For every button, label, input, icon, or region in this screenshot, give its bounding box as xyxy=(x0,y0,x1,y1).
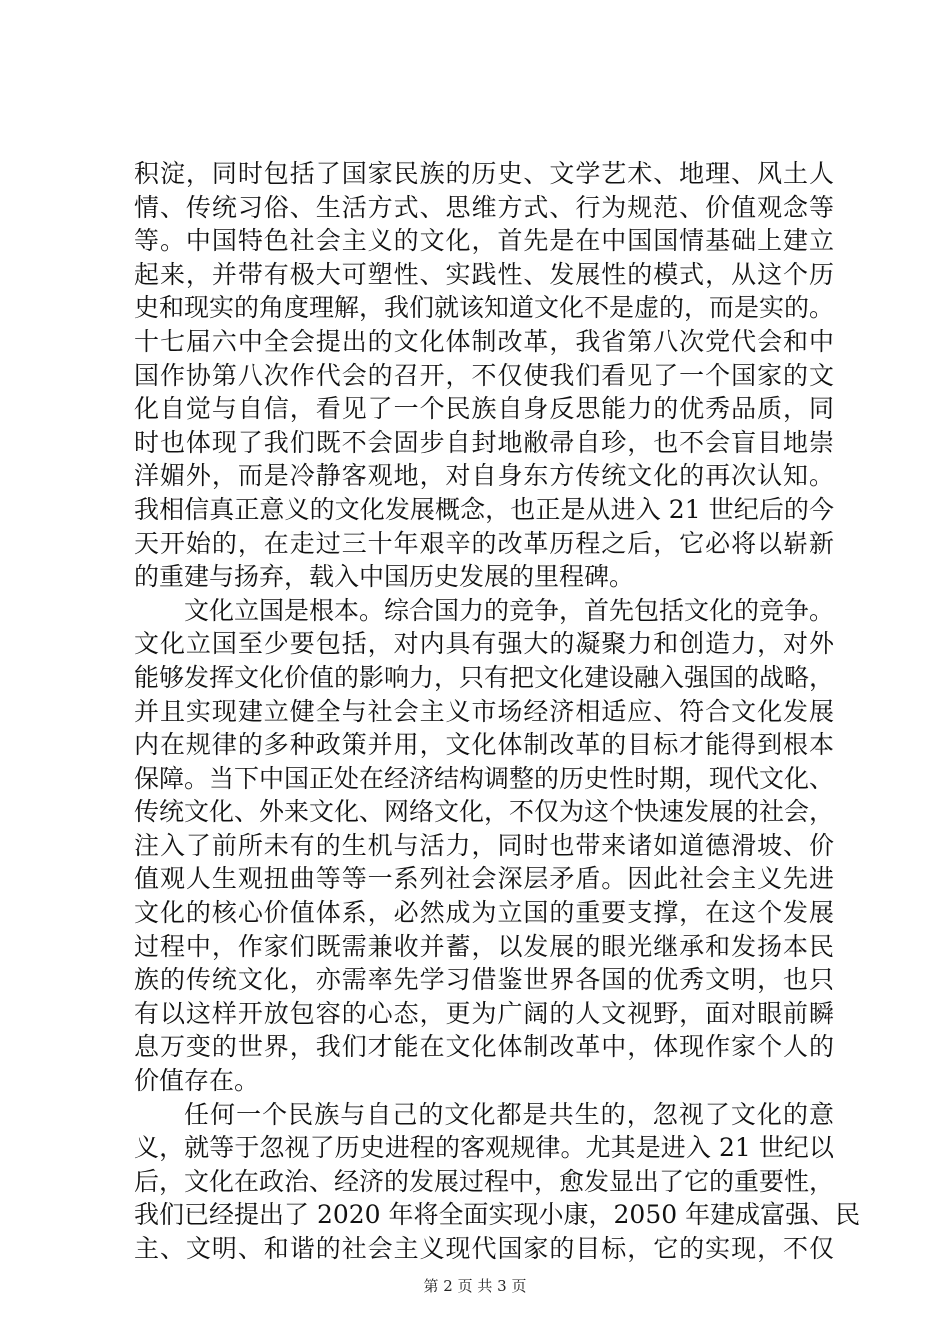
text-line: 义，就等于忽视了历史进程的客观规律。尤其是进入 21 世纪以 xyxy=(134,1133,834,1163)
text-line: 传统文化、外来文化、网络文化，不仅为这个快速发展的社会， xyxy=(134,797,835,827)
text-line: 文化立国是根本。综合国力的竞争，首先包括文化的竞争。 xyxy=(184,595,835,625)
text-line: 时也体现了我们既不会固步自封地敝帚自珍，也不会盲目地崇 xyxy=(134,427,834,457)
text-line: 内在规律的多种政策并用，文化体制改革的目标才能得到根本 xyxy=(134,730,834,760)
text-line: 主、文明、和谐的社会主义现代国家的目标，它的实现，不仅 xyxy=(134,1234,834,1263)
text-line: 我相信真正意义的文化发展概念，也正是从进入 21 世纪后的今 xyxy=(134,494,834,524)
text-line: 化自觉与自信，看见了一个民族自身反思能力的优秀品质，同 xyxy=(134,394,834,424)
text-line: 注入了前所未有的生机与活力，同时也带来诸如道德滑坡、价 xyxy=(134,830,834,860)
body-text xyxy=(134,157,861,1266)
text-line: 的重建与扬弃，载入中国历史发展的里程碑。 xyxy=(134,562,635,592)
text-line: 国作协第八次作代会的召开，不仅使我们看见了一个国家的文 xyxy=(134,360,834,390)
text-line: 值观人生观扭曲等等一系列社会深层矛盾。因此社会主义先进 xyxy=(134,864,834,894)
text-line: 有以这样开放包容的心态，更为广阔的人文视野，面对眼前瞬 xyxy=(134,998,834,1028)
text-line: 天开始的，在走过三十年艰辛的改革历程之后，它必将以崭新 xyxy=(134,528,834,558)
text-line: 起来，并带有极大可塑性、实践性、发展性的模式，从这个历 xyxy=(134,259,834,289)
text-line: 能够发挥文化价值的影响力，只有把文化建设融入强国的战略， xyxy=(134,662,835,692)
text-line: 保障。当下中国正处在经济结构调整的历史性时期，现代文化、 xyxy=(134,763,835,793)
text-line: 任何一个民族与自己的文化都是共生的，忽视了文化的意 xyxy=(184,1099,834,1129)
text-line: 十七届六中全会提出的文化体制改革，我省第八次党代会和中 xyxy=(134,326,834,356)
text-line: 文化立国至少要包括，对内具有强大的凝聚力和创造力，对外 xyxy=(134,629,834,659)
text-line: 文化的核心价值体系，必然成为立国的重要支撑，在这个发展 xyxy=(134,898,834,928)
text-line: 等。中国特色社会主义的文化，首先是在中国国情基础上建立 xyxy=(134,226,834,256)
page-footer: 第 2 页 共 3 页 xyxy=(423,1277,527,1295)
text-line: 情、传统习俗、生活方式、思维方式、行为规范、价值观念等 xyxy=(134,192,834,222)
text-line: 并且实现建立健全与社会主义市场经济相适应、符合文化发展 xyxy=(134,696,834,726)
text-line: 过程中，作家们既需兼收并蓄，以发展的眼光继承和发扬本民 xyxy=(134,931,834,961)
text-line: 洋媚外，而是冷静客观地，对自身东方传统文化的再次认知。 xyxy=(134,461,834,491)
text-line: 族的传统文化，亦需率先学习借鉴世界各国的优秀文明，也只 xyxy=(134,965,834,995)
text-line: 积淀，同时包括了国家民族的历史、文学艺术、地理、风土人 xyxy=(134,159,834,188)
text-line: 息万变的世界，我们才能在文化体制改革中，体现作家个人的 xyxy=(134,1032,834,1062)
text-line: 价值存在。 xyxy=(134,1066,260,1096)
text-line: 我们已经提出了 2020 年将全面实现小康，2050 年建成富强、民 xyxy=(134,1200,861,1230)
text-line: 后，文化在政治、经济的发展过程中，愈发显出了它的重要性， xyxy=(134,1166,835,1196)
text-line: 史和现实的角度理解，我们就该知道文化不是虚的，而是实的。 xyxy=(134,293,835,323)
